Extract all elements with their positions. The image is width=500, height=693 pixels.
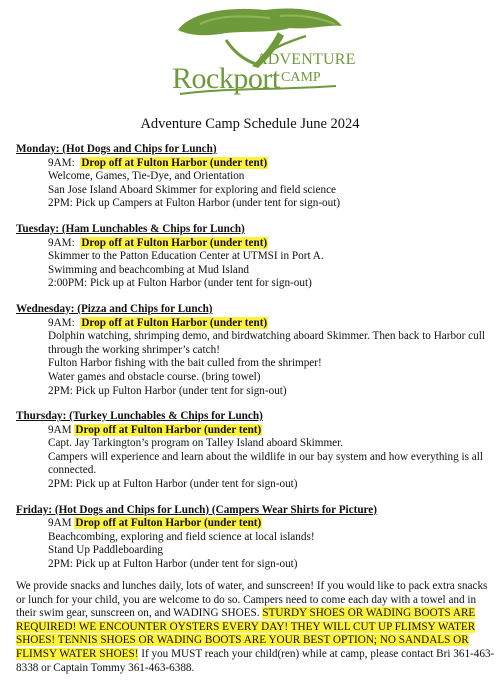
dropoff-highlight: Drop off at Fulton Harbor (under tent) xyxy=(81,316,268,329)
day-tuesday xyxy=(16,223,494,291)
dropoff-highlight: Drop off at Fulton Harbor (under tent) xyxy=(81,236,268,249)
day-friday xyxy=(16,504,494,572)
dropoff-line xyxy=(16,517,494,531)
pickup-line: 2PM: Pick up Fulton Harbor (under tent for sign-out) xyxy=(48,384,287,397)
dropoff-time: 9AM xyxy=(48,517,72,530)
pickup-line: 2PM: Pick up at Fulton Harbor (under tent for sign-out) xyxy=(48,478,298,491)
footer-contact-text: If you MUST reach your child(ren) while at camp, please contact Bri 361-463-8338 or Captain Tommy 361-463-6388. xyxy=(16,647,495,674)
day-monday xyxy=(16,143,494,211)
activity-line: Welcome, Games, Tie-Dye, and Orientation xyxy=(48,170,245,183)
activity-line: Stand Up Paddleboarding xyxy=(48,544,163,557)
day-thursday xyxy=(16,410,494,492)
activity-line: Fulton Harbor fishing with the bait culled from the shrimper! xyxy=(48,357,322,370)
schedule xyxy=(16,143,494,584)
activity-line: Beachcombing, exploring and field science at local islands! xyxy=(48,530,315,543)
dropoff-line xyxy=(16,157,494,171)
activity-line: Dolphin watching, shrimping demo, and birdwatching aboard Skimmer. Then back to Harbor cull through the working shrimper’s catch! xyxy=(48,330,485,356)
dropoff-line xyxy=(16,317,494,331)
dropoff-time: 9AM: xyxy=(48,236,75,249)
dropoff-line xyxy=(16,424,494,438)
dropoff-time: 9AM: xyxy=(48,316,75,329)
dropoff-highlight: Drop off at Fulton Harbor (under tent) xyxy=(75,423,262,436)
camp-logo xyxy=(160,4,356,96)
dropoff-highlight: Drop off at Fulton Harbor (under tent) xyxy=(81,156,268,169)
activity-line: San Jose Island Aboard Skimmer for exploring and field science xyxy=(48,183,337,196)
day-heading: Monday: (Hot Dogs and Chips for Lunch) xyxy=(16,143,217,155)
logo-rockport-text: Rockport xyxy=(172,62,280,95)
page-title: Adventure Camp Schedule June 2024 xyxy=(140,116,360,132)
day-heading: Tuesday: (Ham Lunchables & Chips for Lunch) xyxy=(16,222,245,235)
pickup-line: 2:00PM: Pick up at Fulton Harbor (under tent for sign-out) xyxy=(48,277,312,290)
activity-line: Campers will experience and learn about the wildlife in our bay system and how everything is all connected. xyxy=(48,450,483,477)
logo-adventure-text: ADVENTURE xyxy=(256,51,356,68)
footer-note xyxy=(16,580,496,675)
day-heading: Wednesday: (Pizza and Chips for Lunch) xyxy=(16,302,213,315)
activity-line: Water games and obstacle course. (bring towel) xyxy=(48,370,261,383)
logo-camp-text: CAMP xyxy=(281,70,321,85)
dropoff-line xyxy=(16,237,494,251)
day-heading: Thursday: (Turkey Lunchables & Chips for Lunch) xyxy=(16,410,263,423)
day-wednesday xyxy=(16,303,494,398)
activity-line: Capt. Jay Tarkington’s program on Talley Island aboard Skimmer. xyxy=(48,437,344,450)
pickup-line: 2PM: Pick up at Fulton Harbor (under tent for sign-out) xyxy=(48,558,298,571)
activity-line: Swimming and beachcombing at Mud Island xyxy=(48,263,250,276)
pickup-line: 2PM: Pick up Campers at Fulton Harbor (under tent for sign-out) xyxy=(48,197,341,210)
dropoff-time: 9AM: xyxy=(48,156,75,169)
dropoff-highlight: Drop off at Fulton Harbor (under tent) xyxy=(75,517,262,530)
footer-warning-highlight: STURDY SHOES OR WADING BOOTS ARE REQUIRED! WE ENCOUNTER OYSTERS EVERY DAY! THEY WILL CUT UP FLIMSY WATER SHOES! TENNIS SHOES OR WADING BOOTS ARE YOUR BEST OPTION; NO SANDALS OR FLIMSY WATER SHOES! xyxy=(16,607,476,660)
dropoff-time: 9AM xyxy=(48,423,72,436)
footer-text-1: We provide snacks and lunches daily, lots of water, and sunscreen! If you would like to pack extra snacks or lunch for your child, you are welcome to do so. Campers need to come each day with a towel and in their swim gear, sunscreen on, and WADING SHOES. xyxy=(16,580,488,620)
activity-line: Skimmer to the Patton Education Center at UTMSI in Port A. xyxy=(48,250,324,263)
day-heading: Friday: (Hot Dogs and Chips for Lunch) (Campers Wear Shirts for Picture) xyxy=(16,503,378,516)
